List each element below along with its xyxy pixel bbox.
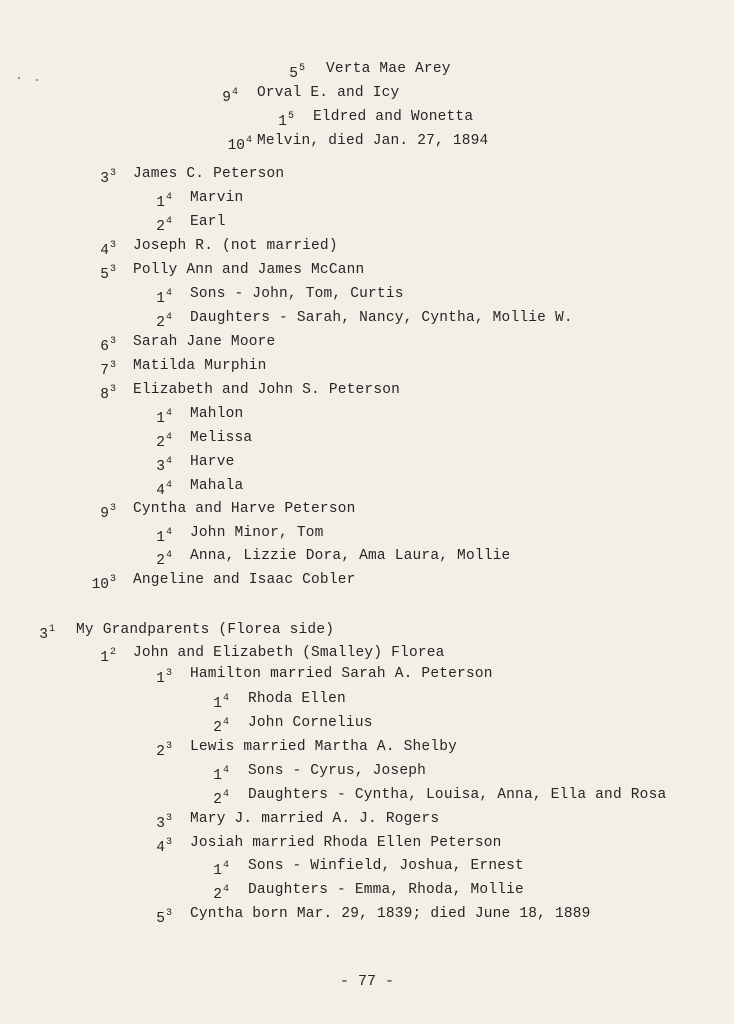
entry-number: $2^4$ <box>156 216 172 235</box>
generation-superscript: 3 <box>109 574 116 585</box>
entry-number: $1^4$ <box>156 192 172 211</box>
generation-superscript: 3 <box>109 336 116 347</box>
generation-superscript: 2 <box>109 647 116 658</box>
entry-number: $5^5$ <box>289 63 305 82</box>
generation-superscript: 3 <box>109 240 116 251</box>
entry-number: $3^1$ <box>39 624 55 643</box>
generation-superscript: 4 <box>245 135 252 146</box>
entry-text: Melvin, died Jan. 27, 1894 <box>257 133 489 149</box>
generation-superscript: 3 <box>165 668 172 679</box>
entry-text: Mahala <box>190 478 244 494</box>
entry-text: Melissa <box>190 430 253 446</box>
entry-text: Marvin <box>190 190 244 206</box>
entry-text: Daughters - Sarah, Nancy, Cyntha, Mollie W. <box>190 310 573 326</box>
generation-superscript: 4 <box>222 765 229 776</box>
generation-superscript: 4 <box>165 550 172 561</box>
entry-number: $10^4$ <box>227 135 252 154</box>
generation-superscript: 3 <box>165 813 172 824</box>
entry-number: $5^3$ <box>100 264 116 283</box>
generation-superscript: 4 <box>165 312 172 323</box>
entry-text: Rhoda Ellen <box>248 691 346 707</box>
generation-superscript: 4 <box>222 693 229 704</box>
entry-number: $1^2$ <box>100 647 116 666</box>
entry-number: $1^3$ <box>156 668 172 687</box>
entry-text: Josiah married Rhoda Ellen Peterson <box>190 835 502 851</box>
entry-text: Mary J. married A. J. Rogers <box>190 811 440 827</box>
generation-superscript: 4 <box>222 717 229 728</box>
entry-text: Orval E. and Icy <box>257 85 400 101</box>
entry-number: $2^4$ <box>156 550 172 569</box>
generation-superscript: 4 <box>165 527 172 538</box>
entry-text: Daughters - Emma, Rhoda, Mollie <box>248 882 524 898</box>
entry-number: $1^4$ <box>213 693 229 712</box>
generation-superscript: 4 <box>165 288 172 299</box>
entry-number: $1^5$ <box>278 111 294 130</box>
entry-text: Daughters - Cyntha, Louisa, Anna, Ella and Rosa <box>248 787 667 803</box>
entry-number: $4^3$ <box>156 837 172 856</box>
entry-text: Lewis married Martha A. Shelby <box>190 739 458 755</box>
generation-superscript: 1 <box>48 624 55 635</box>
entry-text: Sons - Winfield, Joshua, Ernest <box>248 858 524 874</box>
entry-text: Sons - John, Tom, Curtis <box>190 286 404 302</box>
entry-number: $1^4$ <box>213 860 229 879</box>
entry-text: Hamilton married Sarah A. Peterson <box>190 666 493 682</box>
entry-text: James C. Peterson <box>133 166 285 182</box>
entry-number: $4^3$ <box>100 240 116 259</box>
entry-number: $9^4$ <box>222 87 238 106</box>
entry-number: $3^4$ <box>156 456 172 475</box>
entry-number: $7^3$ <box>100 360 116 379</box>
generation-superscript: 3 <box>109 503 116 514</box>
entry-text: Sons - Cyrus, Joseph <box>248 763 427 779</box>
page-number: - 77 - <box>339 973 394 990</box>
entry-number: $2^4$ <box>213 884 229 903</box>
entry-text: Angeline and Isaac Cobler <box>133 572 356 588</box>
entry-text: Elizabeth and John S. Peterson <box>133 382 401 398</box>
entry-number: $8^3$ <box>100 384 116 403</box>
entry-number: $1^4$ <box>156 408 172 427</box>
entry-text: Cyntha born Mar. 29, 1839; died June 18, 1889 <box>190 906 591 922</box>
generation-superscript: 3 <box>165 837 172 848</box>
generation-superscript: 3 <box>109 168 116 179</box>
generation-superscript: 5 <box>287 111 294 122</box>
paper-speck <box>36 79 38 81</box>
entry-text: John Minor, Tom <box>190 525 324 541</box>
generation-superscript: 3 <box>165 908 172 919</box>
generation-superscript: 4 <box>231 87 238 98</box>
entry-text: Mahlon <box>190 406 244 422</box>
generation-superscript: 4 <box>222 884 229 895</box>
entry-text: Polly Ann and James McCann <box>133 262 365 278</box>
entry-text: John Cornelius <box>248 715 373 731</box>
entry-text: John and Elizabeth (Smalley) Florea <box>133 645 445 661</box>
entry-text: Harve <box>190 454 235 470</box>
entry-number: $1^4$ <box>156 288 172 307</box>
entry-number: $6^3$ <box>100 336 116 355</box>
paper-speck <box>18 77 20 79</box>
entry-text: Earl <box>190 214 226 230</box>
entry-number: $10^3$ <box>91 574 116 593</box>
entry-number: $1^4$ <box>213 765 229 784</box>
entry-number: $4^4$ <box>156 480 172 499</box>
entry-number: $2^4$ <box>213 789 229 808</box>
generation-superscript: 4 <box>165 480 172 491</box>
entry-number: $1^4$ <box>156 527 172 546</box>
generation-superscript: 3 <box>165 741 172 752</box>
entry-text: Joseph R. (not married) <box>133 238 338 254</box>
entry-text: Sarah Jane Moore <box>133 334 276 350</box>
entry-number: $2^4$ <box>156 432 172 451</box>
entry-text: My Grandparents (Florea side) <box>76 622 335 638</box>
generation-superscript: 4 <box>165 192 172 203</box>
generation-superscript: 3 <box>109 360 116 371</box>
entry-number: $3^3$ <box>156 813 172 832</box>
entry-number: $2^4$ <box>156 312 172 331</box>
generation-superscript: 4 <box>222 860 229 871</box>
entry-text: Eldred and Wonetta <box>313 109 474 125</box>
entry-text: Verta Mae Arey <box>326 61 451 77</box>
entry-number: $2^4$ <box>213 717 229 736</box>
entry-number: $3^3$ <box>100 168 116 187</box>
entry-text: Matilda Murphin <box>133 358 267 374</box>
entry-text: Anna, Lizzie Dora, Ama Laura, Mollie <box>190 548 511 564</box>
generation-superscript: 4 <box>165 216 172 227</box>
entry-text: Cyntha and Harve Peterson <box>133 501 356 517</box>
generation-superscript: 3 <box>109 264 116 275</box>
generation-superscript: 4 <box>165 456 172 467</box>
generation-superscript: 5 <box>298 63 305 74</box>
generation-superscript: 3 <box>109 384 116 395</box>
generation-superscript: 4 <box>165 432 172 443</box>
entry-number: $5^3$ <box>156 908 172 927</box>
entry-number: $2^3$ <box>156 741 172 760</box>
generation-superscript: 4 <box>165 408 172 419</box>
generation-superscript: 4 <box>222 789 229 800</box>
entry-number: $9^3$ <box>100 503 116 522</box>
